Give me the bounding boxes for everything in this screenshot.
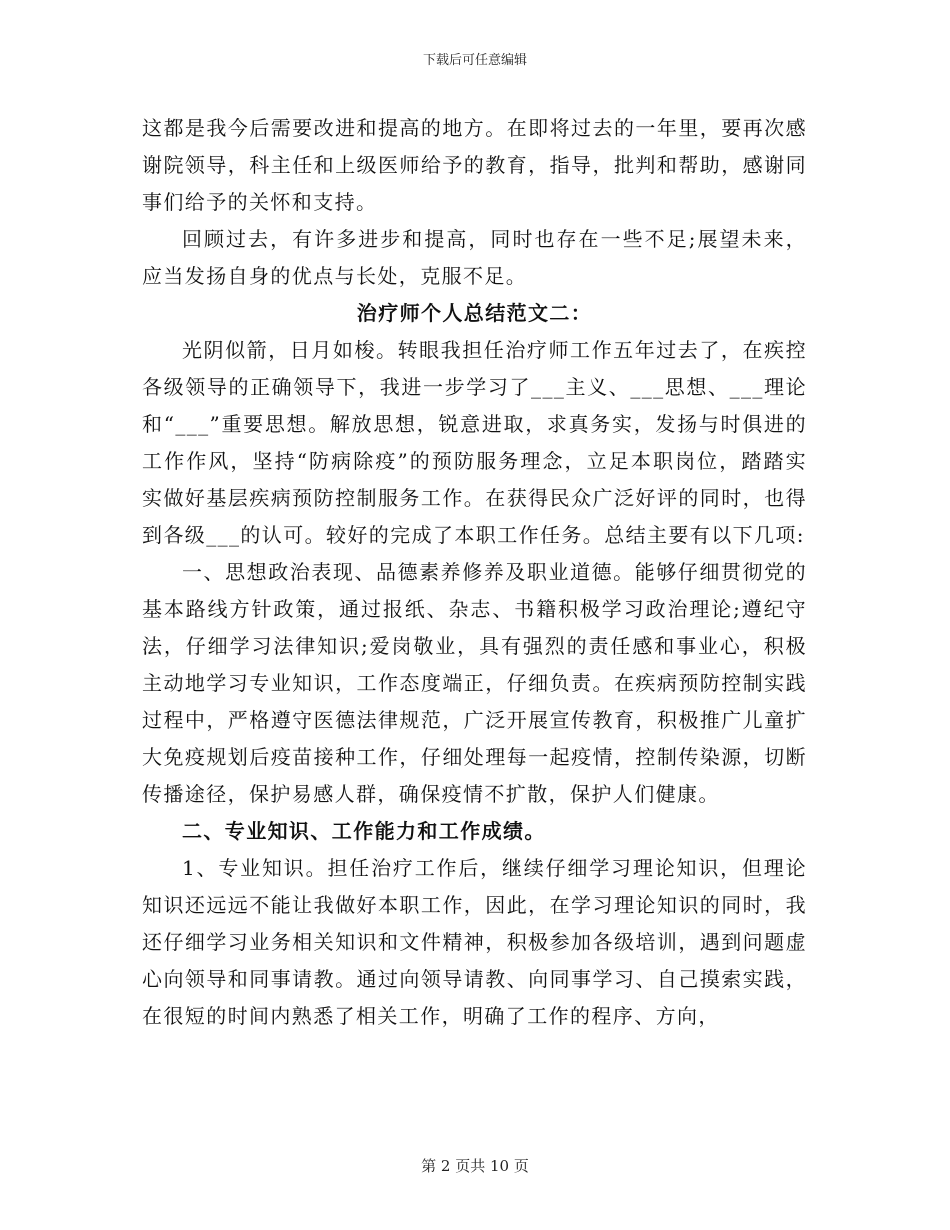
document-body <box>142 110 807 1035</box>
page-number: 第 2 页共 10 页 <box>421 1157 529 1175</box>
paragraph-continuation: 这都是我今后需要改进和提高的地方。在即将过去的一年里，要再次感谢院领导，科主任和上级医师给予的教育，指导，批判和帮助，感谢同事们给予的关怀和支持。 <box>142 116 807 214</box>
page-header-note: 下载后可任意编辑 <box>422 53 527 68</box>
sub-heading-professional: 二、专业知识、工作能力和工作成绩。 <box>182 819 546 843</box>
paragraph-professional-knowledge: 1、专业知识。担任治疗工作后，继续仔细学习理论知识，但理论知识还远远不能让我做好本职工作，因此，在学习理论知识的同时，我还仔细学习业务相关知识和文件精神，积极参加各级培训，遇到问题虚心向领导和同事请教。通过向领导请教、向同事学习、自己摸索实践，在很短的时间内熟悉了相关工作，明确了工作的程序、方向， <box>142 856 807 1028</box>
section-title: 治疗师个人总结范文二： <box>356 301 593 325</box>
paragraph-political: 一、思想政治表现、品德素养修养及职业道德。能够仔细贯彻党的基本路线方针政策，通过报纸、杂志、书籍积极学习政治理论;遵纪守法，仔细学习法律知识;爱岗敬业，具有强烈的责任感和事业心，积极主动地学习专业知识，工作态度端正，仔细负责。在疾病预防控制实践过程中，严格遵守医德法律规范，广泛开展宣传教育，积极推广儿童扩大免疫规划后疫苗接种工作，仔细处理每一起疫情，控制传染源，切断传播途径，保护易感人群，确保疫情不扩散，保护人们健康。 <box>142 560 807 806</box>
paragraph-review: 回顾过去，有许多进步和提高，同时也存在一些不足;展望未来，应当发扬自身的优点与长处，克服不足。 <box>142 227 807 288</box>
paragraph-intro: 光阴似箭，日月如梭。转眼我担任治疗师工作五年过去了，在疾控各级领导的正确领导下，我进一步学习了___主义、___思想、___理论和“___”重要思想。解放思想，锐意进取，求真务实，发扬与时俱进的工作作风，坚持“防病除疫”的预防服务理念，立足本职岗位，踏踏实实做好基层疾病预防控制服务工作。在获得民众广泛好评的同时，也得到各级___的认可。较好的完成了本职工作任务。总结主要有以下几项: <box>142 338 807 547</box>
